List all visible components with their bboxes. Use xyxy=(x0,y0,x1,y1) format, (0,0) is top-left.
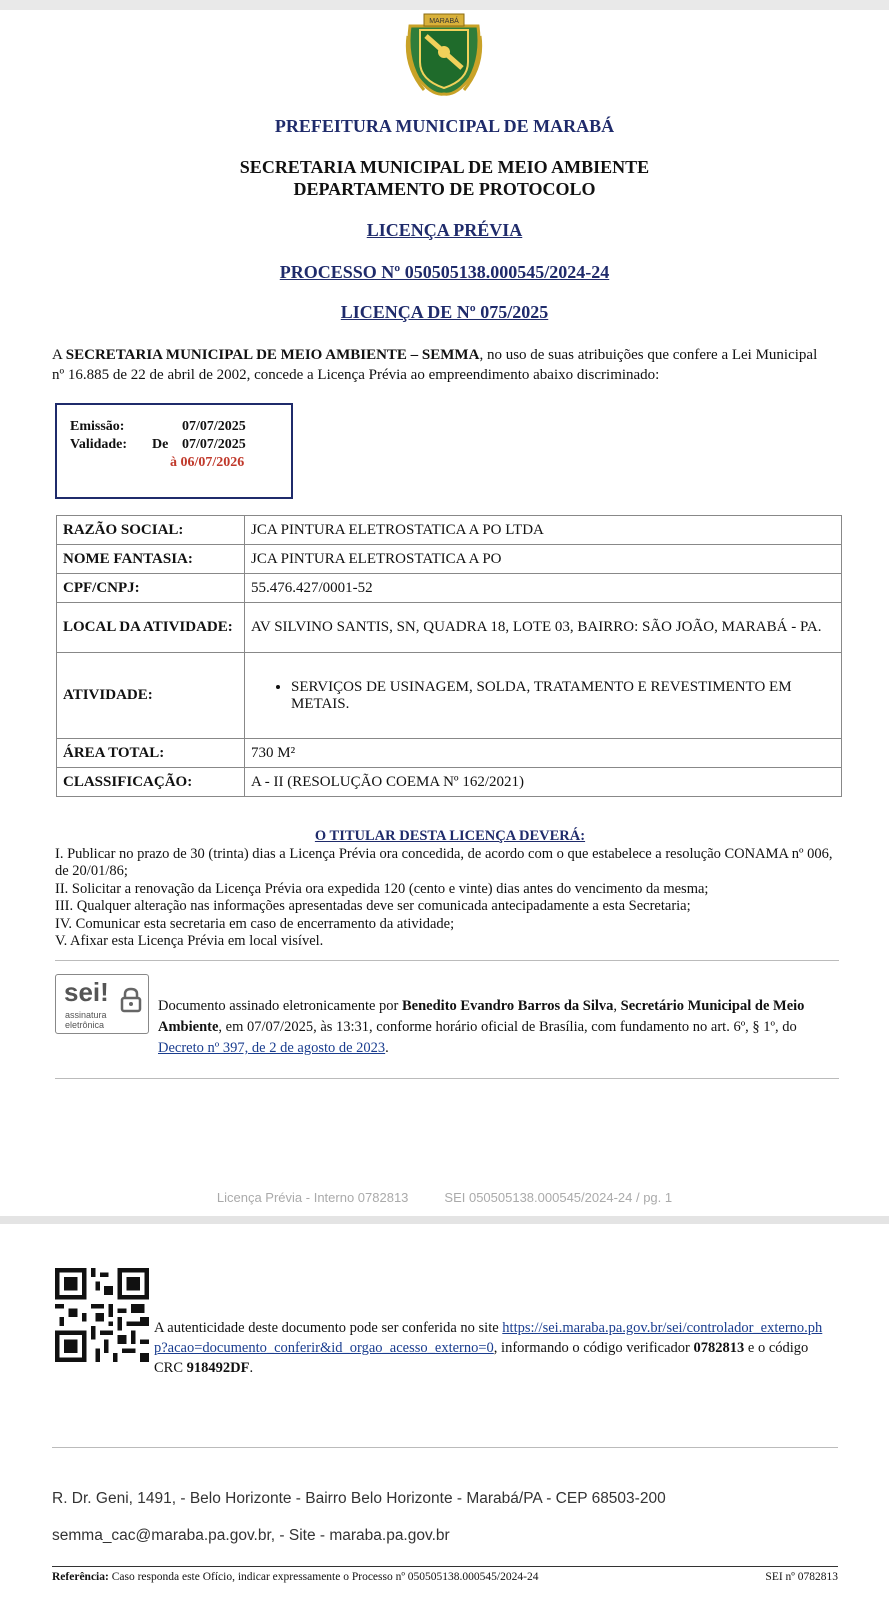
sei-logo-text: sei! xyxy=(64,977,109,1007)
classificacao-label: CLASSIFICAÇÃO: xyxy=(57,768,245,797)
license-number: LICENÇA DE Nº 075/2025 xyxy=(340,302,549,322)
intro-org: SECRETARIA MUNICIPAL DE MEIO AMBIENTE – SEMMA xyxy=(65,347,480,363)
table-row xyxy=(57,574,842,603)
emissao-value: 07/07/2025 xyxy=(182,419,246,434)
area-label: ÁREA TOTAL: xyxy=(57,739,245,768)
divider xyxy=(55,960,839,961)
processo-number: PROCESSO Nº 050505138.000545/2024-24 xyxy=(279,262,610,282)
secretaria-heading xyxy=(0,156,889,200)
dates-box xyxy=(55,403,293,499)
cnpj-value: 55.476.427/0001-52 xyxy=(245,574,842,603)
atividade-value: • SERVIÇOS DE USINAGEM, SOLDA, TRATAMENTO E REVESTIMENTO EM METAIS. xyxy=(291,679,835,713)
departamento-title: DEPARTAMENTO DE PROTOCOLO xyxy=(293,179,596,199)
sei-signature-logo: sei! assinatura eletrônica xyxy=(55,974,149,1034)
divider xyxy=(52,1447,838,1448)
page-break xyxy=(0,1216,889,1224)
emissao-label: Emissão: xyxy=(70,419,125,434)
obligation-item: I. Publicar no prazo de 30 (trinta) dias a Licença Prévia ora concedida, de acordo com o que estabelece a resolução CONAMA nº 006, de 20/01/86; xyxy=(55,845,833,879)
reference-bar xyxy=(52,1566,838,1583)
razao-label: RAZÃO SOCIAL: xyxy=(57,516,245,545)
local-value: AV SILVINO SANTIS, SN, QUADRA 18, LOTE 03, BAIRRO: SÃO JOÃO, MARABÁ - PA. xyxy=(245,603,842,653)
license-info-table xyxy=(56,515,842,797)
footer-left: Licença Prévia - Interno 0782813 xyxy=(216,1190,409,1205)
coat-of-arms-logo xyxy=(404,6,484,98)
obligation-item: III. Qualquer alteração nas informações apresentadas deve ser comunicada antecipadamente a esta Secretaria; xyxy=(55,898,691,914)
obligation-item: II. Solicitar a renovação da Licença Prévia ora expedida 120 (cento e vinte) dias antes do vencimento da mesma; xyxy=(55,880,709,897)
table-row xyxy=(57,739,842,768)
contact-line: semma_cac@maraba.pa.gov.br, - Site - maraba.pa.gov.br xyxy=(52,1527,450,1544)
page-footer xyxy=(0,1190,889,1205)
validade-from: 07/07/2025 xyxy=(182,437,246,452)
table-row xyxy=(57,768,842,797)
cnpj-label: CPF/CNPJ: xyxy=(57,574,245,603)
obligation-item: V. Afixar esta Licença Prévia em local visível. xyxy=(55,933,324,949)
lock-icon xyxy=(120,987,142,1013)
footer-right: SEI 050505138.000545/2024-24 / pg. 1 xyxy=(444,1190,673,1205)
obligations-title: O TITULAR DESTA LICENÇA DEVERÁ: xyxy=(314,828,586,844)
signature-text: Documento assinado eletronicamente por Benedito Evandro Barros da Silva, Secretário Municipal de Meio Ambiente, em 07/07/2025, às 13:31, conforme horário oficial de Brasília, com fundamento no art. 6º, § 1º, do Decreto nº 397, de 2 de agosto de 2023. xyxy=(158,998,805,1056)
obligation-item: IV. Comunicar esta secretaria em caso de encerramento da atividade; xyxy=(55,915,455,932)
reference-label: Referência: xyxy=(52,1571,109,1583)
divider xyxy=(55,1078,839,1079)
crc-code: 918492DF xyxy=(186,1360,250,1376)
reference-text: Caso responda este Ofício, indicar expressamente o Processo nº 050505138.000545/2024-24 xyxy=(108,1571,539,1583)
prefeitura-title: PREFEITURA MUNICIPAL DE MARABÁ xyxy=(274,116,615,136)
validade-to: 06/07/2026 xyxy=(180,455,245,470)
intro-paragraph: A SECRETARIA MUNICIPAL DE MEIO AMBIENTE – SEMMA, no uso de suas atribuições que confere a Lei Municipal nº 16.885 de 22 de abril de 2002, concede a Licença Prévia ao empreendimento abaixo discriminado: xyxy=(52,347,818,383)
secretaria-title: SECRETARIA MUNICIPAL DE MEIO AMBIENTE xyxy=(239,157,650,177)
table-row xyxy=(57,653,842,739)
a-label: à xyxy=(170,455,177,470)
crest-banner: MARABÁ xyxy=(429,18,459,25)
signer-role: Secretário Municipal de Meio Ambiente xyxy=(158,998,805,1035)
verification-code: 0782813 xyxy=(693,1340,745,1356)
sei-number: SEI nº 0782813 xyxy=(765,1571,838,1583)
fantasia-label: NOME FANTASIA: xyxy=(57,545,245,574)
table-row xyxy=(57,603,842,653)
decree-link[interactable]: Decreto nº 397, de 2 de agosto de 2023 xyxy=(158,1040,386,1056)
area-value: 730 M² xyxy=(245,739,842,768)
de-label: De xyxy=(152,437,169,452)
table-row xyxy=(57,545,842,574)
table-row xyxy=(57,516,842,545)
license-type-title: LICENÇA PRÉVIA xyxy=(366,220,523,240)
razao-value: JCA PINTURA ELETROSTATICA A PO LTDA xyxy=(245,516,842,545)
validade-label: Validade: xyxy=(70,437,128,452)
qr-code xyxy=(55,1268,149,1362)
signer-name: Benedito Evandro Barros da Silva xyxy=(402,998,614,1014)
address-line: R. Dr. Geni, 1491, - Belo Horizonte - Bairro Belo Horizonte - Marabá/PA - CEP 68503-200 xyxy=(52,1490,666,1507)
fantasia-value: JCA PINTURA ELETROSTATICA A PO xyxy=(245,545,842,574)
verification-link[interactable]: https://sei.maraba.pa.gov.br/sei/controlador_externo.php?acao=documento_conferir&id_orgao_acesso_externo=0 xyxy=(154,1320,823,1356)
local-label: LOCAL DA ATIVIDADE: xyxy=(57,603,245,653)
authenticity-text: A autenticidade deste documento pode ser conferida no site https://sei.maraba.pa.gov.br/sei/controlador_externo.php?acao=documento_conferir&id_orgao_acesso_externo=0, informando o código verificador 0782813 e o código CRC 918492DF. xyxy=(154,1320,823,1376)
atividade-label: ATIVIDADE: xyxy=(57,653,245,739)
classificacao-value: A - II (RESOLUÇÃO COEMA Nº 162/2021) xyxy=(245,768,842,797)
obligations-section xyxy=(55,828,845,951)
